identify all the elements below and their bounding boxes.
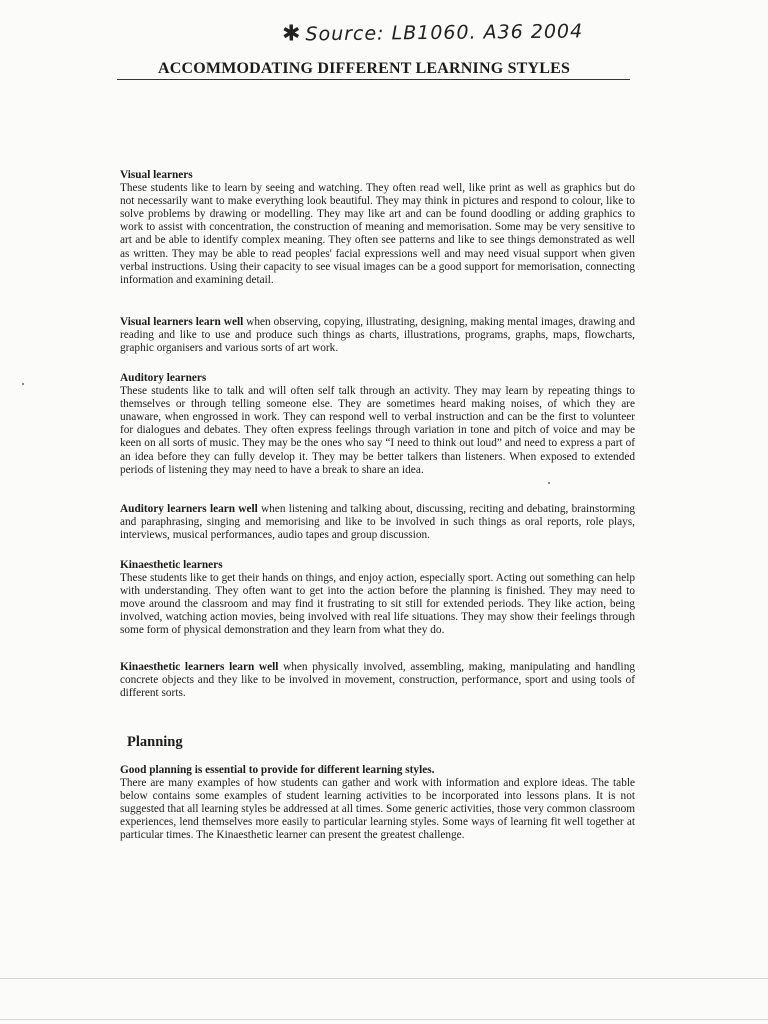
title-underline	[117, 79, 630, 80]
kinaesthetic-learn-well-text: when physically involved, assembling, making, manipulating and handling concrete objects and they like to be involved in movement, construction, performance, sport and using tools of different sorts.	[120, 661, 635, 700]
auditory-learn-well-paragraph	[120, 503, 635, 542]
kinaesthetic-learn-well-lead: Kinaesthetic learners learn well	[120, 661, 279, 673]
scan-edge-line	[0, 978, 768, 979]
auditory-learners-section	[120, 372, 635, 477]
auditory-learn-well-lead: Auditory learners learn well	[120, 503, 258, 515]
kinaesthetic-learn-well-paragraph	[120, 661, 635, 700]
auditory-learners-heading: Auditory learners	[120, 372, 207, 384]
visual-learn-well-text: when observing, copying, illustrating, designing, making mental images, drawing and reading and like to use and produce such things as charts, illustrations, programs, graphs, maps, flowcharts, graphic organisers and various sorts of art work.	[120, 316, 635, 355]
scan-speck	[548, 482, 550, 484]
scan-speck	[22, 383, 24, 385]
kinaesthetic-learners-heading: Kinaesthetic learners	[120, 559, 223, 571]
kinaesthetic-learners-section	[120, 559, 635, 638]
document-title: ACCOMMODATING DIFFERENT LEARNING STYLES	[158, 60, 571, 77]
source-note-text: Source: LB1060. A36 2004	[305, 20, 584, 46]
handwritten-source-note	[282, 18, 583, 46]
visual-learners-heading: Visual learners	[120, 169, 193, 181]
scan-edge-line	[0, 1019, 768, 1020]
kinaesthetic-learners-body: These students like to get their hands on things, and enjoy action, especially sport. Acting out something can help with understanding. They often want to get into the action before the planning is finished. They may need to move around the classroom and may find it frustrating to sit still for extended periods. They like action, being involved, watching action movies, being involved with real life situations. They may show their feelings through some form of physical demonstration and they learn from what they do.	[120, 572, 635, 637]
auditory-learners-body: These students like to talk and will often self talk through an activity. They may learn by repeating things to themselves or through telling someone else. They are sometimes heard making noises, of which they are unaware, when engrossed in work. They can respond well to verbal instruction and can be the first to volunteer for dialogues and debates. They often express feelings through variation in tone and pitch of voice and may be keen on all sorts of music. They may be the ones who say “I need to think out loud” and need to express a part of an idea before they can fully develop it. They may be better talkers than listeners. When exposed to extended periods of listening they may need to have a break to share an idea.	[120, 385, 635, 476]
visual-learn-well-lead: Visual learners learn well	[120, 316, 244, 328]
asterisk-mark: ✱	[281, 21, 302, 47]
planning-section	[120, 764, 635, 843]
planning-body: There are many examples of how students can gather and work with information and explore ideas. The table below contains some examples of student learning activities to be incorporated into lessons plans. It is not suggested that all learning styles be addressed at all times. Some generic activities, those very common classroom experiences, lend themselves more easily to particular learning styles. Some ways of learning fit well together at particular times. The Kinaesthetic learner can present the greatest challenge.	[120, 777, 635, 842]
visual-learn-well-paragraph	[120, 316, 635, 355]
planning-heading: Planning	[127, 734, 183, 750]
visual-learners-body: These students like to learn by seeing and watching. They often read well, like print as well as graphics but do not necessarily want to make everything look beautiful. They may think in pictures and respond to colour, like to solve problems by drawing or modelling. They may like art and can be found doodling or adding graphics to work to assist with concentration, the construction of meaning and memorisation. Some may be very sensitive to art and be able to identify complex meaning. They often see patterns and like to see things demonstrated as well as written. They may be able to read peoples' facial expressions well and may need visual support when given verbal instructions. Using their capacity to see visual images can be a good support for memorisation, connecting information and examining detail.	[120, 182, 635, 286]
visual-learners-section	[120, 169, 635, 287]
auditory-learn-well-text: when listening and talking about, discussing, reciting and debating, brainstorming and paraphrasing, singing and memorising and like to be involved in such things as oral reports, role plays, interviews, musical performances, audio tapes and group discussion.	[120, 503, 636, 542]
planning-subheading: Good planning is essential to provide for different learning styles.	[120, 764, 435, 776]
